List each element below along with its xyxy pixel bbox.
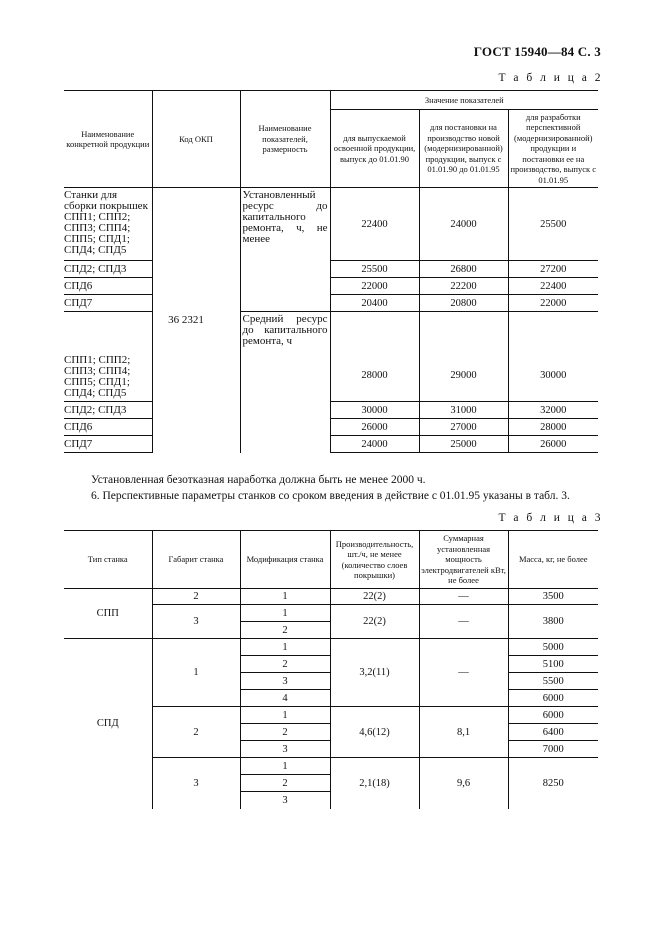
t3-mass: 3800 [508, 605, 598, 639]
t3-header-mod: Модификация станка [240, 531, 330, 589]
table2 [64, 90, 598, 453]
t2-cell: 29000 [419, 312, 508, 402]
t3-mass: 5500 [508, 673, 598, 690]
t2-cell: 32000 [508, 402, 598, 419]
t2-cell: 28000 [330, 312, 419, 402]
t3-header-mass: Масса, кг, не более [508, 531, 598, 589]
t2-cell: 26000 [330, 419, 419, 436]
t2-cell: 26800 [419, 261, 508, 278]
t3-power: 8,1 [419, 707, 508, 758]
t2-cell: 22200 [419, 278, 508, 295]
t3-header-size: Габарит станка [152, 531, 240, 589]
t3-size: 3 [152, 758, 240, 809]
t2-header-col1: для выпускаемой освоенной продукции, выпуск до 01.01.90 [330, 110, 419, 188]
t3-header-power: Суммарная установленная мощность электродвигателей кВт, не более [419, 531, 508, 589]
t3-power: — [419, 589, 508, 605]
t3-mod: 1 [240, 605, 330, 622]
t3-type: СПП [64, 589, 152, 639]
t3-mod: 3 [240, 741, 330, 758]
t3-mass: 5100 [508, 656, 598, 673]
t3-mod: 3 [240, 673, 330, 690]
t3-mass: 6400 [508, 724, 598, 741]
t2-product: СПП1; СПП2; СПП3; СПП4; СПП5; СПД1; СПД4; СПД5 [64, 312, 152, 402]
t2-cell: 22400 [330, 188, 419, 261]
t3-mod: 1 [240, 707, 330, 724]
t3-size: 2 [152, 707, 240, 758]
t3-mod: 4 [240, 690, 330, 707]
table2-caption: Т а б л и ц а 2 [498, 72, 603, 84]
t2-product: СПД6 [64, 278, 152, 295]
t2-indicator-2: Средний ресурс до капитального ремонта, ч [240, 312, 330, 453]
t2-header-product: Наименование конкретной продукции [64, 91, 152, 188]
t2-cell: 31000 [419, 402, 508, 419]
t3-prod: 3,2(11) [330, 639, 419, 707]
t2-cell: 25500 [540, 218, 567, 230]
t2-header-okp: Код ОКП [152, 91, 240, 188]
t2-header-indicator: Наименование показателей, размерность [240, 91, 330, 188]
paragraph-table3-ref: 6. Перспективные параметры станков со сроком введения в действие с 01.01.95 указаны в табл. 3. [91, 490, 570, 502]
t3-power: 9,6 [419, 758, 508, 809]
t3-header-type: Тип станка [64, 531, 152, 589]
t3-mod: 2 [240, 775, 330, 792]
t3-size: 1 [152, 639, 240, 707]
t2-product: Станки для сборки покрышек СПП1; СПП2; СПП3; СПП4; СПП5; СПД1; СПД4; СПД5 [64, 188, 152, 261]
table3 [64, 530, 598, 809]
t2-product: СПД7 [64, 436, 152, 453]
page-header: ГОСТ 15940—84 С. 3 [473, 44, 601, 59]
t2-product: СПД6 [64, 419, 152, 436]
t3-mod: 1 [240, 639, 330, 656]
t2-cell: 26000 [508, 436, 598, 453]
t3-header-prod: Производительность, шт./ч, не менее (количество слоев покрышки) [330, 531, 419, 589]
t3-power: — [419, 605, 508, 639]
t3-prod: 2,1(18) [330, 758, 419, 809]
t2-cell: 22000 [330, 278, 419, 295]
t3-mass: 5000 [508, 639, 598, 656]
t3-size: 2 [152, 589, 240, 605]
paragraph-reliability: Установленная безотказная наработка должна быть не менее 2000 ч. [91, 474, 426, 486]
t3-mass: 7000 [508, 741, 598, 758]
t2-cell: 25500 [330, 261, 419, 278]
t2-indicator-1: Установленный ресурс до капитального ремонта, ч, не менее [240, 188, 330, 312]
t2-cell: 25000 [419, 436, 508, 453]
t2-header-col2: для постановки на производство новой (модернизированной) продукции, выпуск с 01.01.90 до 01.01.95 [419, 110, 508, 188]
t2-cell: 24000 [330, 436, 419, 453]
t2-cell: 24000 [419, 188, 508, 261]
t2-header-col3: для разработки перспективной (модернизированной) продукции и постановки ее на производство, выпуск с 01.01.95 [508, 110, 598, 188]
t2-cell: 30000 [330, 402, 419, 419]
t2-product: СПД2; СПД3 [64, 402, 152, 419]
t2-cell: 30000 [508, 312, 598, 402]
table3-caption: Т а б л и ц а 3 [498, 512, 603, 524]
t3-mod: 3 [240, 792, 330, 809]
t3-mod: 2 [240, 724, 330, 741]
t2-cell: 20400 [330, 295, 419, 312]
t3-power: — [419, 639, 508, 707]
t3-type: СПД [64, 639, 152, 809]
t2-cell: 22400 [508, 278, 598, 295]
t2-okp-code: 36 2321 [152, 188, 240, 453]
t2-cell: 27000 [419, 419, 508, 436]
t3-mass: 8250 [508, 758, 598, 809]
t3-mod: 1 [240, 589, 330, 605]
t3-mod: 1 [240, 758, 330, 775]
t2-header-group: Значение показателей [330, 91, 598, 110]
t3-mass: 3500 [542, 591, 564, 602]
t3-mass: 6000 [508, 707, 598, 724]
t3-mod: 2 [240, 622, 330, 639]
t3-prod: 22(2) [330, 605, 419, 639]
t3-prod: 4,6(12) [330, 707, 419, 758]
t2-cell: 28000 [508, 419, 598, 436]
t2-cell: 22000 [508, 295, 598, 312]
t2-cell: 27200 [508, 261, 598, 278]
t2-product: СПД7 [64, 295, 152, 312]
t3-mod: 2 [240, 656, 330, 673]
t3-size: 3 [152, 605, 240, 639]
t2-cell: 20800 [419, 295, 508, 312]
t3-prod: 22(2) [330, 589, 419, 605]
t3-mass: 6000 [508, 690, 598, 707]
t2-product: СПД2; СПД3 [64, 261, 152, 278]
